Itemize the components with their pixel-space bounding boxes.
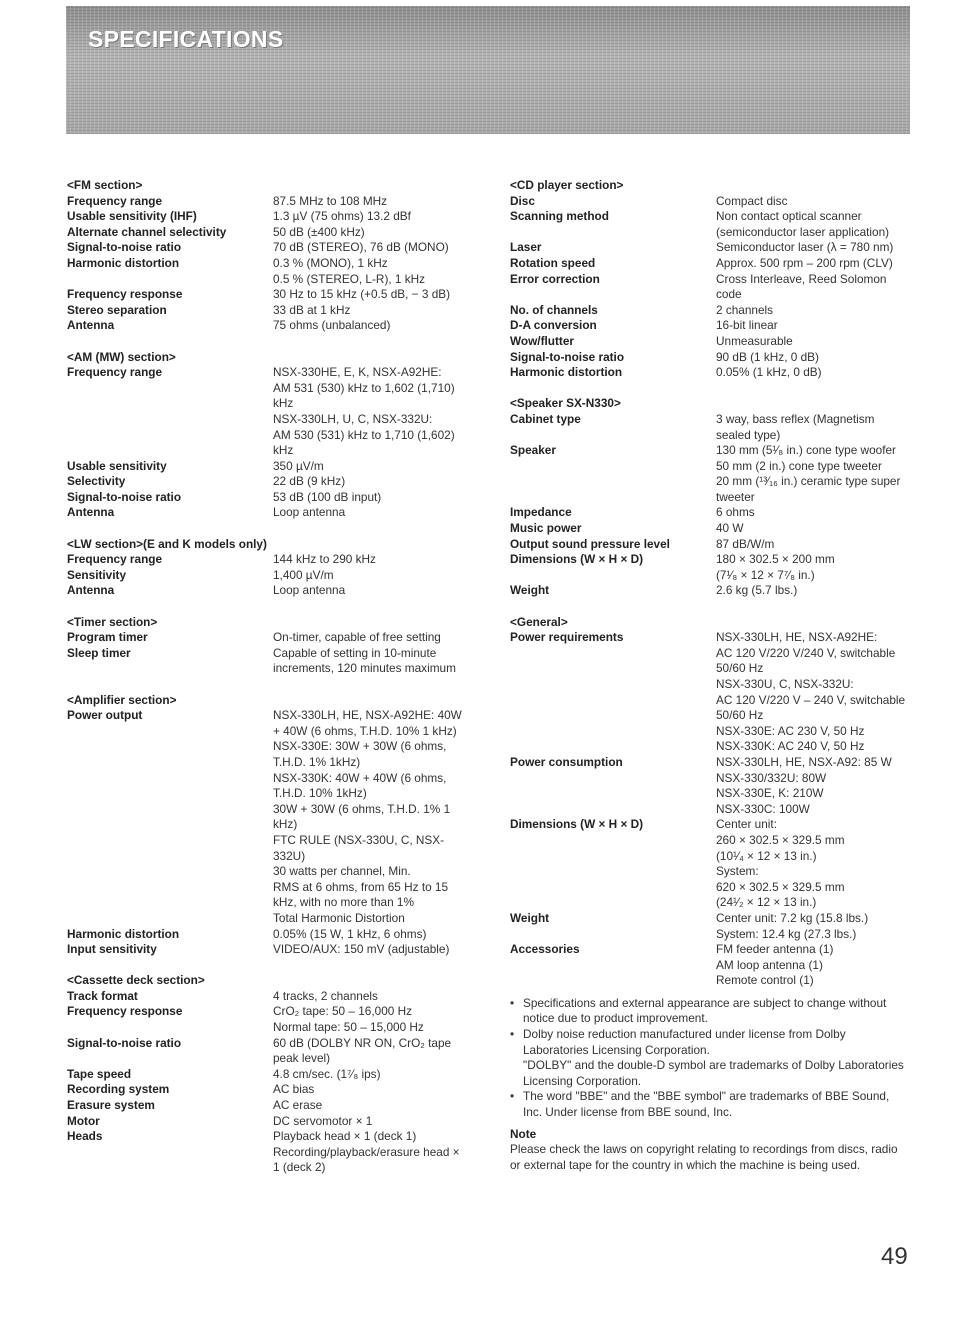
- spec-label: Weight: [510, 583, 550, 598]
- spec-label: Power consumption: [510, 754, 623, 769]
- spec-value: AC bias: [273, 1082, 315, 1097]
- spec-value: 180 × 302.5 × 200 mm (7¹⁄₈ × 12 × 7⁷⁄₈ in.): [716, 552, 835, 582]
- spec-row: [67, 1082, 487, 1098]
- notes-item: • Dolby noise reduction manufactured under license from Dolby Laboratories Licensing Corporation. "DOLBY" and the double-D symbol are trademarks of Dolby Laboratories Licensing Corporation.: [510, 1027, 904, 1088]
- spec-row: [510, 755, 910, 817]
- spec-row: [67, 927, 487, 943]
- section-heading: <Timer section>: [67, 614, 158, 629]
- spec-value: On-timer, capable of free setting: [273, 630, 441, 645]
- spec-label: Track format: [67, 988, 138, 1003]
- spec-label: Wow/flutter: [510, 333, 575, 348]
- notes-item: • Specifications and external appearance are subject to change without notice due to product improvement.: [510, 995, 887, 1026]
- spec-row: [67, 256, 487, 287]
- spec-label: Output sound pressure level: [510, 536, 670, 551]
- spec-label: Alternate channel selectivity: [67, 224, 227, 239]
- spec-row: [510, 443, 910, 505]
- spec-row: [67, 303, 487, 319]
- spec-row: [510, 365, 910, 381]
- spec-value: 60 dB (DOLBY NR ON, CrO₂ tape peak level): [273, 1035, 452, 1066]
- spec-row: [510, 412, 910, 443]
- spec-row: [510, 817, 910, 911]
- spec-label: No. of channels: [510, 302, 598, 317]
- spec-value: 6 ohms: [716, 505, 755, 520]
- spec-label: Signal-to-noise ratio: [67, 1035, 182, 1050]
- spec-value: CrO₂ tape: 50 – 16,000 Hz Normal tape: 50 – 15,000 Hz: [273, 1004, 424, 1035]
- spec-value: 16-bit linear: [716, 318, 778, 333]
- spec-row: [510, 537, 910, 553]
- section-heading: <AM (MW) section>: [67, 349, 176, 364]
- spec-label: Recording system: [67, 1082, 170, 1097]
- spec-value: 22 dB (9 kHz): [273, 474, 346, 489]
- spec-value: Non contact optical scanner (semiconductor laser application): [716, 209, 890, 239]
- spec-row: [510, 334, 910, 350]
- spec-value: 70 dB (STEREO), 76 dB (MONO): [273, 240, 449, 255]
- spec-row: [67, 1129, 487, 1176]
- spec-value: NSX-330LH, HE, NSX-A92: 85 W NSX-330/332U: 80W NSX-330E, K: 210W NSX-330C: 100W: [716, 754, 892, 816]
- spec-label: Usable sensitivity: [67, 458, 167, 473]
- spec-value: Loop antenna: [273, 505, 346, 520]
- spec-value: 50 dB (±400 kHz): [273, 224, 365, 239]
- spec-value: 30 Hz to 15 kHz (+0.5 dB, − 3 dB): [273, 287, 451, 302]
- spec-row: [510, 911, 910, 942]
- spec-label: Dimensions (W × H × D): [510, 817, 644, 832]
- spec-row: [67, 490, 487, 506]
- spec-label: Rotation speed: [510, 255, 596, 270]
- spec-value: Center unit: 7.2 kg (15.8 lbs.) System: 12.4 kg (27.3 lbs.): [716, 910, 869, 941]
- page-title: SPECIFICATIONS: [88, 26, 284, 52]
- notes-item-text: Dolby noise reduction manufactured under license from Dolby Laboratories Licensing Corporation. "DOLBY" and the double-D symbol are trademarks of Dolby Laboratories Licensing Corporation.: [523, 1027, 904, 1088]
- section-heading: <Amplifier section>: [67, 692, 177, 707]
- spec-label: Signal-to-noise ratio: [67, 489, 182, 504]
- spec-value: 2 channels: [716, 302, 774, 317]
- notes-item-text: Specifications and external appearance are subject to change without notice due to product improvement.: [523, 995, 887, 1026]
- spec-row: [510, 583, 910, 599]
- spec-label: Signal-to-noise ratio: [510, 349, 625, 364]
- spec-row: [67, 989, 487, 1005]
- spec-label: Sleep timer: [67, 645, 131, 660]
- spec-value: 0.05% (1 kHz, 0 dB): [716, 365, 822, 380]
- spec-value: Compact disc: [716, 193, 788, 208]
- spec-label: Erasure system: [67, 1098, 155, 1113]
- spec-label: Harmonic distortion: [510, 365, 623, 380]
- spec-row: [510, 505, 910, 521]
- spec-label: Disc: [510, 193, 535, 208]
- spec-label: Harmonic distortion: [67, 255, 180, 270]
- spec-value: 0.3 % (MONO), 1 kHz 0.5 % (STEREO, L-R), 1 kHz: [273, 255, 426, 286]
- spec-label: Weight: [510, 910, 550, 925]
- spec-row: [67, 240, 487, 256]
- spec-row: [510, 521, 910, 537]
- spec-value: 144 kHz to 290 kHz: [273, 552, 376, 567]
- spec-label: Frequency range: [67, 552, 163, 567]
- spec-value: 53 dB (100 dB input): [273, 489, 382, 504]
- spec-value: Unmeasurable: [716, 333, 793, 348]
- spec-label: Sensitivity: [67, 567, 127, 582]
- spec-row: [510, 194, 910, 210]
- spec-row: [510, 303, 910, 319]
- spec-row: [510, 350, 910, 366]
- spec-row: [510, 942, 910, 989]
- spec-label: Frequency range: [67, 193, 163, 208]
- spec-row: [67, 209, 487, 225]
- spec-row: [510, 209, 910, 240]
- spec-value: DC servomotor × 1: [273, 1113, 373, 1128]
- spec-value: 75 ohms (unbalanced): [273, 318, 391, 333]
- notes-item: • The word "BBE" and the "BBE symbol" are trademarks of BBE Sound, Inc. Under license from BBE sound, Inc.: [510, 1089, 890, 1120]
- notes-item-text: The word "BBE" and the "BBE symbol" are trademarks of BBE Sound, Inc. Under license from BBE sound, Inc.: [523, 1089, 890, 1120]
- header-banner: [66, 6, 910, 134]
- spec-row: [67, 1067, 487, 1083]
- spec-value: 2.6 kg (5.7 lbs.): [716, 583, 798, 598]
- spec-label: Impedance: [510, 505, 572, 520]
- spec-label: Antenna: [67, 505, 115, 520]
- spec-row: [510, 630, 910, 755]
- spec-label: Frequency range: [67, 365, 163, 380]
- spec-value: 4.8 cm/sec. (1⁷⁄₈ ips): [273, 1066, 381, 1081]
- spec-value: Semiconductor laser (λ = 780 nm): [716, 240, 894, 255]
- section-heading: <FM section>: [67, 178, 143, 192]
- spec-value: 33 dB at 1 kHz: [273, 302, 351, 317]
- spec-row: [67, 318, 487, 334]
- spec-label: Error correction: [510, 271, 600, 286]
- spec-value: 87.5 MHz to 108 MHz: [273, 193, 388, 208]
- spec-label: Frequency response: [67, 1004, 183, 1019]
- spec-label: Antenna: [67, 318, 115, 333]
- spec-value: NSX-330LH, HE, NSX-A92HE: 40W + 40W (6 ohms, T.H.D. 10% 1 kHz) NSX-330E: 30W + 30W (6 ohms, T.H.D. 1% 1kHz) NSX-330K: 40W + 40W (6 ohms, T.H.D. 10% 1kHz) 30W + 30W (6 ohms, T.H.D. 1% 1 kHz) FTC RULE (NSX-330U, C, NSX-332U) 30 watts per channel, Min. RMS at 6 ohms, from 65 Hz to 15 kHz, with no more than 1% Total Harmonic Distortion: [273, 708, 462, 925]
- spec-row: [67, 1114, 487, 1130]
- spec-row: [67, 225, 487, 241]
- spec-value: Playback head × 1 (deck 1) Recording/playback/erasure head × 1 (deck 2): [273, 1129, 460, 1175]
- spec-row: [67, 708, 487, 926]
- spec-value: 1,400 µV/m: [273, 567, 334, 582]
- notes-list: [510, 996, 910, 1121]
- spec-value: AC erase: [273, 1098, 323, 1113]
- spec-row: [67, 1098, 487, 1114]
- spec-row: [510, 256, 910, 272]
- spec-row: [510, 272, 910, 303]
- spec-value: VIDEO/AUX: 150 mV (adjustable): [273, 942, 450, 957]
- right-specs: [510, 178, 910, 989]
- spec-row: [67, 630, 487, 646]
- spec-row: [67, 1036, 487, 1067]
- spec-label: Power requirements: [510, 630, 624, 645]
- spec-label: Heads: [67, 1129, 103, 1144]
- spec-label: D-A conversion: [510, 318, 597, 333]
- spec-row: [67, 287, 487, 303]
- note-text: Please check the laws on copyright relating to recordings from discs, radio or external tape for the country in which the machine is being used.: [510, 1142, 898, 1172]
- spec-value: 40 W: [716, 521, 744, 536]
- spec-value: FM feeder antenna (1) AM loop antenna (1) Remote control (1): [716, 942, 834, 988]
- spec-label: Usable sensitivity (IHF): [67, 209, 197, 224]
- spec-value: Loop antenna: [273, 583, 346, 598]
- spec-row: [67, 646, 487, 677]
- spec-label: Scanning method: [510, 209, 609, 224]
- spec-label: Laser: [510, 240, 542, 255]
- spec-label: Input sensitivity: [67, 942, 157, 957]
- spec-row: [67, 568, 487, 584]
- section-heading: <Speaker SX-N330>: [510, 396, 621, 411]
- page-number: 49: [881, 1243, 908, 1270]
- spec-value: NSX-330LH, HE, NSX-A92HE: AC 120 V/220 V/240 V, switchable 50/60 Hz NSX-330U, C, NSX-332U: AC 120 V/220 V – 240 V, switchable 50/60 Hz NSX-330E: AC 230 V, 50 Hz NSX-330K: AC 240 V, 50 Hz: [716, 630, 906, 754]
- spec-row: [67, 583, 487, 599]
- spec-row: [67, 365, 487, 459]
- spec-value: 350 µV/m: [273, 458, 324, 473]
- spec-value: 3 way, bass reflex (Magnetism sealed type): [716, 411, 875, 442]
- spec-value: Approx. 500 rpm – 200 rpm (CLV): [716, 255, 893, 270]
- spec-value: NSX-330HE, E, K, NSX-A92HE: AM 531 (530) kHz to 1,602 (1,710) kHz NSX-330LH, U, C, NSX-332U: AM 530 (531) kHz to 1,710 (1,602) kHz: [273, 365, 455, 458]
- spec-row: [510, 240, 910, 256]
- section-heading: <CD player section>: [510, 178, 624, 192]
- spec-row: [67, 459, 487, 475]
- spec-label: Music power: [510, 521, 582, 536]
- spec-label: Cabinet type: [510, 411, 581, 426]
- spec-value: 1.3 µV (75 ohms) 13.2 dBf: [273, 209, 411, 224]
- left-column: [67, 178, 487, 1176]
- spec-row: [67, 552, 487, 568]
- spec-label: Signal-to-noise ratio: [67, 240, 182, 255]
- right-column: [510, 178, 910, 1173]
- spec-label: Motor: [67, 1113, 100, 1128]
- spec-row: [67, 942, 487, 958]
- spec-value: Capable of setting in 10-minute increments, 120 minutes maximum: [273, 645, 456, 676]
- spec-label: Tape speed: [67, 1066, 132, 1081]
- spec-value: 0.05% (15 W, 1 kHz, 6 ohms): [273, 926, 427, 941]
- spec-label: Speaker: [510, 443, 556, 458]
- spec-row: [67, 194, 487, 210]
- spec-row: [67, 505, 487, 521]
- spec-label: Harmonic distortion: [67, 926, 180, 941]
- spec-label: Power output: [67, 708, 143, 723]
- spec-value: 90 dB (1 kHz, 0 dB): [716, 349, 819, 364]
- spec-value: 4 tracks, 2 channels: [273, 988, 378, 1003]
- spec-label: Stereo separation: [67, 302, 167, 317]
- spec-value: Center unit: 260 × 302.5 × 329.5 mm (10¹⁄₄ × 12 × 13 in.) System: 620 × 302.5 × 329.5 mm (24¹⁄₂ × 12 × 13 in.): [716, 817, 845, 910]
- spec-label: Antenna: [67, 583, 115, 598]
- spec-label: Dimensions (W × H × D): [510, 552, 644, 567]
- spec-row: [510, 552, 910, 583]
- spec-label: Selectivity: [67, 474, 126, 489]
- section-heading: <LW section>(E and K models only): [67, 536, 267, 551]
- section-heading: <Cassette deck section>: [67, 973, 205, 988]
- spec-label: Frequency response: [67, 287, 183, 302]
- spec-value: 87 dB/W/m: [716, 536, 775, 551]
- spec-row: [67, 474, 487, 490]
- spec-label: Accessories: [510, 942, 580, 957]
- spec-value: 130 mm (5¹⁄₈ in.) cone type woofer 50 mm (2 in.) cone type tweeter 20 mm (¹³⁄₁₆ in.) ceramic type super tweeter: [716, 443, 901, 504]
- section-heading: <General>: [510, 614, 568, 629]
- spec-row: [67, 1004, 487, 1035]
- note-title: Note: [510, 1126, 537, 1141]
- spec-value: Cross Interleave, Reed Solomon code: [716, 271, 887, 302]
- spec-label: Program timer: [67, 630, 148, 645]
- spec-row: [510, 318, 910, 334]
